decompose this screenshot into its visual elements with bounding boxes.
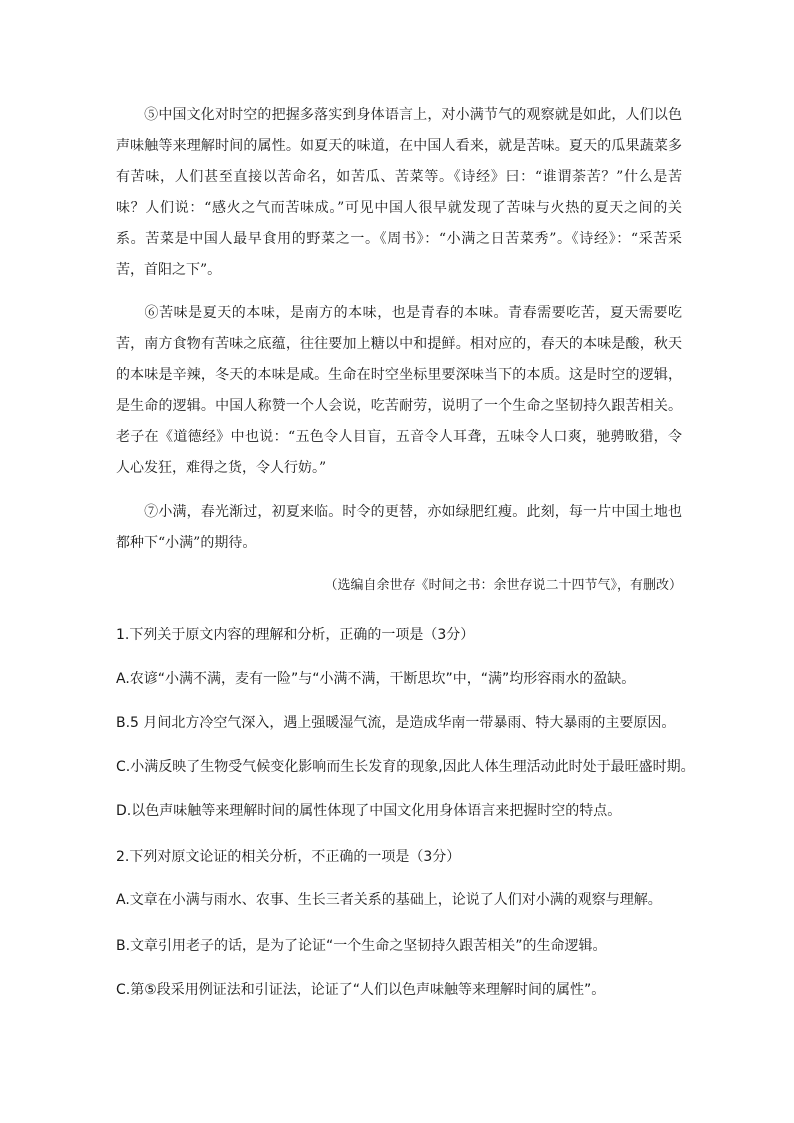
question-1-option-b: B.5 月间北方冷空气深入，遇上强暖湿气流，是造成华南一带暴雨、特大暴雨的主要原因。 <box>116 715 676 731</box>
question-2-option-a: A.文章在小满与雨水、农事、生长三者关系的基础上，论说了人们对小满的观察与理解。 <box>116 892 662 908</box>
question-1-option-c: C.小满反映了生物受气候变化影响而生长发育的现象,因此人体生理活动此时处于最旺盛时期。 <box>116 759 695 775</box>
paragraph-7 <box>116 497 682 559</box>
paragraph-5-text: ⑤中国文化对时空的把握多落实到身体语言上，对小满节气的观察就是如此，人们以色声味触等来理解时间的属性。如夏天的味道，在中国人看来，就是苦味。夏天的瓜果蔬菜多有苦味，人们甚至直接以苦命名，如苦瓜、苦菜等。《诗经》曰：“谁谓荼苦？”什么是苦味？人们说：“感火之气而苦味成。”可见中国人很早就发现了苦味与火热的夏天之间的关系。苦菜是中国人最早食用的野菜之一。《周书》：“小满之日苦菜秀”。《诗经》：“采苦采苦，首阳之下”。 <box>116 107 682 278</box>
paragraph-6 <box>116 298 682 484</box>
paragraph-5 <box>116 100 682 286</box>
paragraph-6-text: ⑥苦味是夏天的本味，是南方的本味，也是青春的本味。青春需要吃苦，夏天需要吃苦，南方食物有苦味之底蕴，往往要加上糖以中和提鲜。相对应的，春天的本味是酸，秋天的本味是辛辣，冬天的本味是咸。生命在时空坐标里要深味当下的本质。这是时空的逻辑，是生命的逻辑。中国人称赞一个人会说，吃苦耐劳，说明了一个生命之坚韧持久跟苦相关。老子在《道德经》中也说：“五色令人目盲，五音令人耳聋，五味令人口爽，驰骋畋猎，令人心发狂，难得之货，令人行妨。” <box>116 305 682 476</box>
question-2-stem: 2.下列对原文论证的相关分析，不正确的一项是（3分） <box>116 849 461 865</box>
source-citation: （选编自余世存《时间之书：余世存说二十四节气》，有删改） <box>324 578 682 593</box>
paragraph-7-text: ⑦小满，春光渐过，初夏来临。时令的更替，亦如绿肥红瘦。此刻，每一片中国土地也都种下“小满”的期待。 <box>116 504 682 551</box>
question-1-option-d: D.以色声味触等来理解时间的属性体现了中国文化用身体语言来把握时空的特点。 <box>116 803 622 819</box>
question-2-option-c: C.第⑤段采用例证法和引证法，论证了“人们以色声味触等来理解时间的属性”。 <box>116 982 606 998</box>
question-2-option-b: B.文章引用老子的话，是为了论证“一个生命之坚韧持久跟苦相关”的生命逻辑。 <box>116 938 607 954</box>
question-1-option-a: A.农谚“小满不满，麦有一险”与“小满不满，干断思坎”中，“满”均形容雨水的盈缺。 <box>116 671 636 687</box>
question-1-stem: 1.下列关于原文内容的理解和分析，正确的一项是（3分） <box>116 627 475 643</box>
